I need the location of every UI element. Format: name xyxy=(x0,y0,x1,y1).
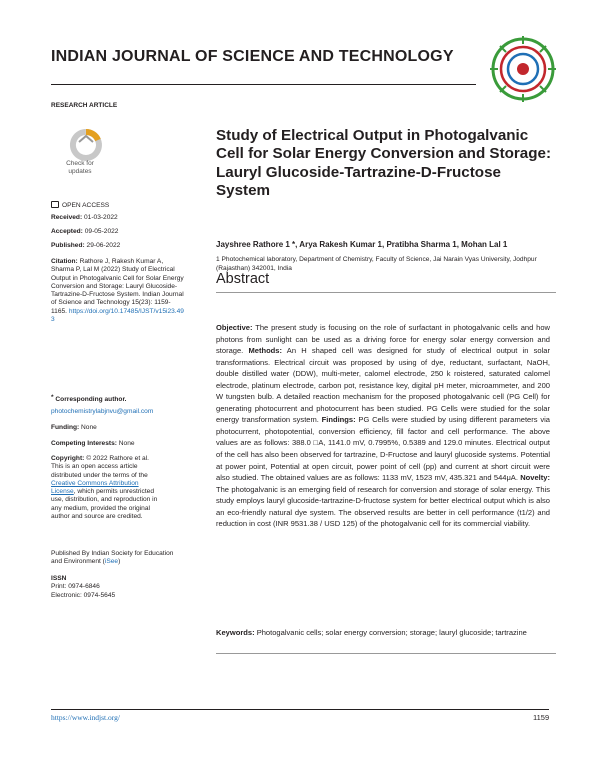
check-for-updates-text[interactable]: Check for updates xyxy=(66,160,94,175)
corresponding-email-link[interactable]: photochemistrylabjnvu@gmail.com xyxy=(51,408,154,416)
abstract-divider xyxy=(216,292,556,293)
received-row: Received: 01-03-2022 xyxy=(51,214,118,221)
journal-logo xyxy=(488,34,558,104)
lock-icon xyxy=(51,201,59,208)
abstract-body: Objective: The present study is focusing on the role of surfactant in photogalvanic cells and how photons from sunlight can be used as a driving force for energy solar energy conversion and storage. Methods: An H shaped cell was designed for study of electrical output in solar transformations. Electrical circuit was proposed by using of dye, reductant, surfactant, NaOH, double distilled water (DDW), multi-meter, calomel electrode, 250 k roistered, saturated calomel electrode, platinum electrode, carbon pot, resistance key, digital pH meter, microammeter, and 200 W tungsten bulb. A detailed reaction mechanism for the proposed photogalvanic cell (PG Cell) for generating photocurrent and photocurrent has been studied. PG Cells were studied for the solar energy transformation system. Findings: PG Cells were studied by using different parameters via photocurrent, photopotential, conversion efficiency, fill factor and cell performance. The above values are as follows: 388.0 □A, 1141.0 mV, 0.7995%, 0.5389 and 129.0 minutes. Electrical output of the cell has also been observed for tartrazine, D-Fructose and lauryl glucoside systems. Potential at power point, Potential at open circuit, power point of cell (pp) and current at short circuit were also studied. The obtained values are as follows: 1133 mV, 1523 mV, 435.321 and 544μA. Novelty: The photogalvanic is an emerging field of research for conversion and storage of solar energy. This study employs lauryl glucoside-tartrazine-D-fructose system for better electrical output which is also an eco-friendly natural dye system. The observed results are better in cell performance (t1/2) and reduction in cost (INR 9531.38 / USD 125) of the photogalvanic cell for its commercial viability. xyxy=(216,323,550,529)
copyright-block: Copyright: © 2022 Rathore et al. This is an open access article distributed under the terms of the Creative Commons Attribution License, which permits unrestricted use, distribution, and reproduction in any medium, provided the original author and source are credited. xyxy=(51,455,158,521)
funding-row: Funding: None xyxy=(51,424,97,431)
keywords-divider xyxy=(216,653,556,654)
issn-block: ISSN Print: 0974-6846 Electronic: 0974-5645 xyxy=(51,575,116,599)
article-type-label: RESEARCH ARTICLE xyxy=(51,102,118,109)
open-access-label: OPEN ACCESS xyxy=(62,202,110,209)
citation-doi-link[interactable]: https://doi.org/10.17485/IJST/v15i23.493 xyxy=(51,307,184,324)
published-row: Published: 29-06-2022 xyxy=(51,242,121,249)
competing-interests-row: Competing Interests: None xyxy=(51,440,135,447)
creative-commons-link[interactable]: Creative Commons Attribution License xyxy=(51,479,139,496)
citation-block: Citation: Rathore J, Rakesh Kumar A, Sharma P, Lal M (2022) Study of Electrical Output in Photogalvanic Cell for Solar Energy Conversion and Storage: Lauryl Glucoside-Tartrazine-D-Fructose System. Indian Journal of Science and Technology 15(23): 1159-1165. https://doi.org/10.17485/IJST/v15i23.493 xyxy=(51,258,184,324)
footer-divider xyxy=(51,709,549,710)
isee-link[interactable]: iSee xyxy=(104,558,119,566)
article-title: Study of Electrical Output in Photogalvanic Cell for Solar Energy Conversion and Storage: Lauryl Glucoside-Tartrazine-D-Fructose System xyxy=(216,127,552,200)
journal-title: INDIAN JOURNAL OF SCIENCE AND TECHNOLOGY xyxy=(51,48,454,65)
publisher-block: Published By Indian Society for Education and Environment (iSee) xyxy=(51,550,174,566)
author-list: Jayshree Rathore 1 *, Arya Rakesh Kumar 1, Pratibha Sharma 1, Mohan Lal 1 xyxy=(216,240,508,249)
journal-website-link[interactable]: https://www.indjst.org/ xyxy=(51,713,120,722)
page-number: 1159 xyxy=(533,713,550,722)
corresponding-author-block: * Corresponding author. photochemistrylabjnvu@gmail.com xyxy=(51,394,154,416)
accepted-row: Accepted: 09-05-2022 xyxy=(51,228,119,235)
header-divider xyxy=(51,84,476,85)
keywords: Keywords: Photogalvanic cells; solar energy conversion; storage; lauryl glucoside; tartrazine xyxy=(216,628,527,637)
open-access-row xyxy=(51,201,201,210)
abstract-heading: Abstract xyxy=(216,271,270,287)
affiliation: 1 Photochemical laboratory, Department of Chemistry, Faculty of Science, Jai Narain Vyas University, Jodhpur (Rajasthan) 342001, India xyxy=(216,256,537,272)
